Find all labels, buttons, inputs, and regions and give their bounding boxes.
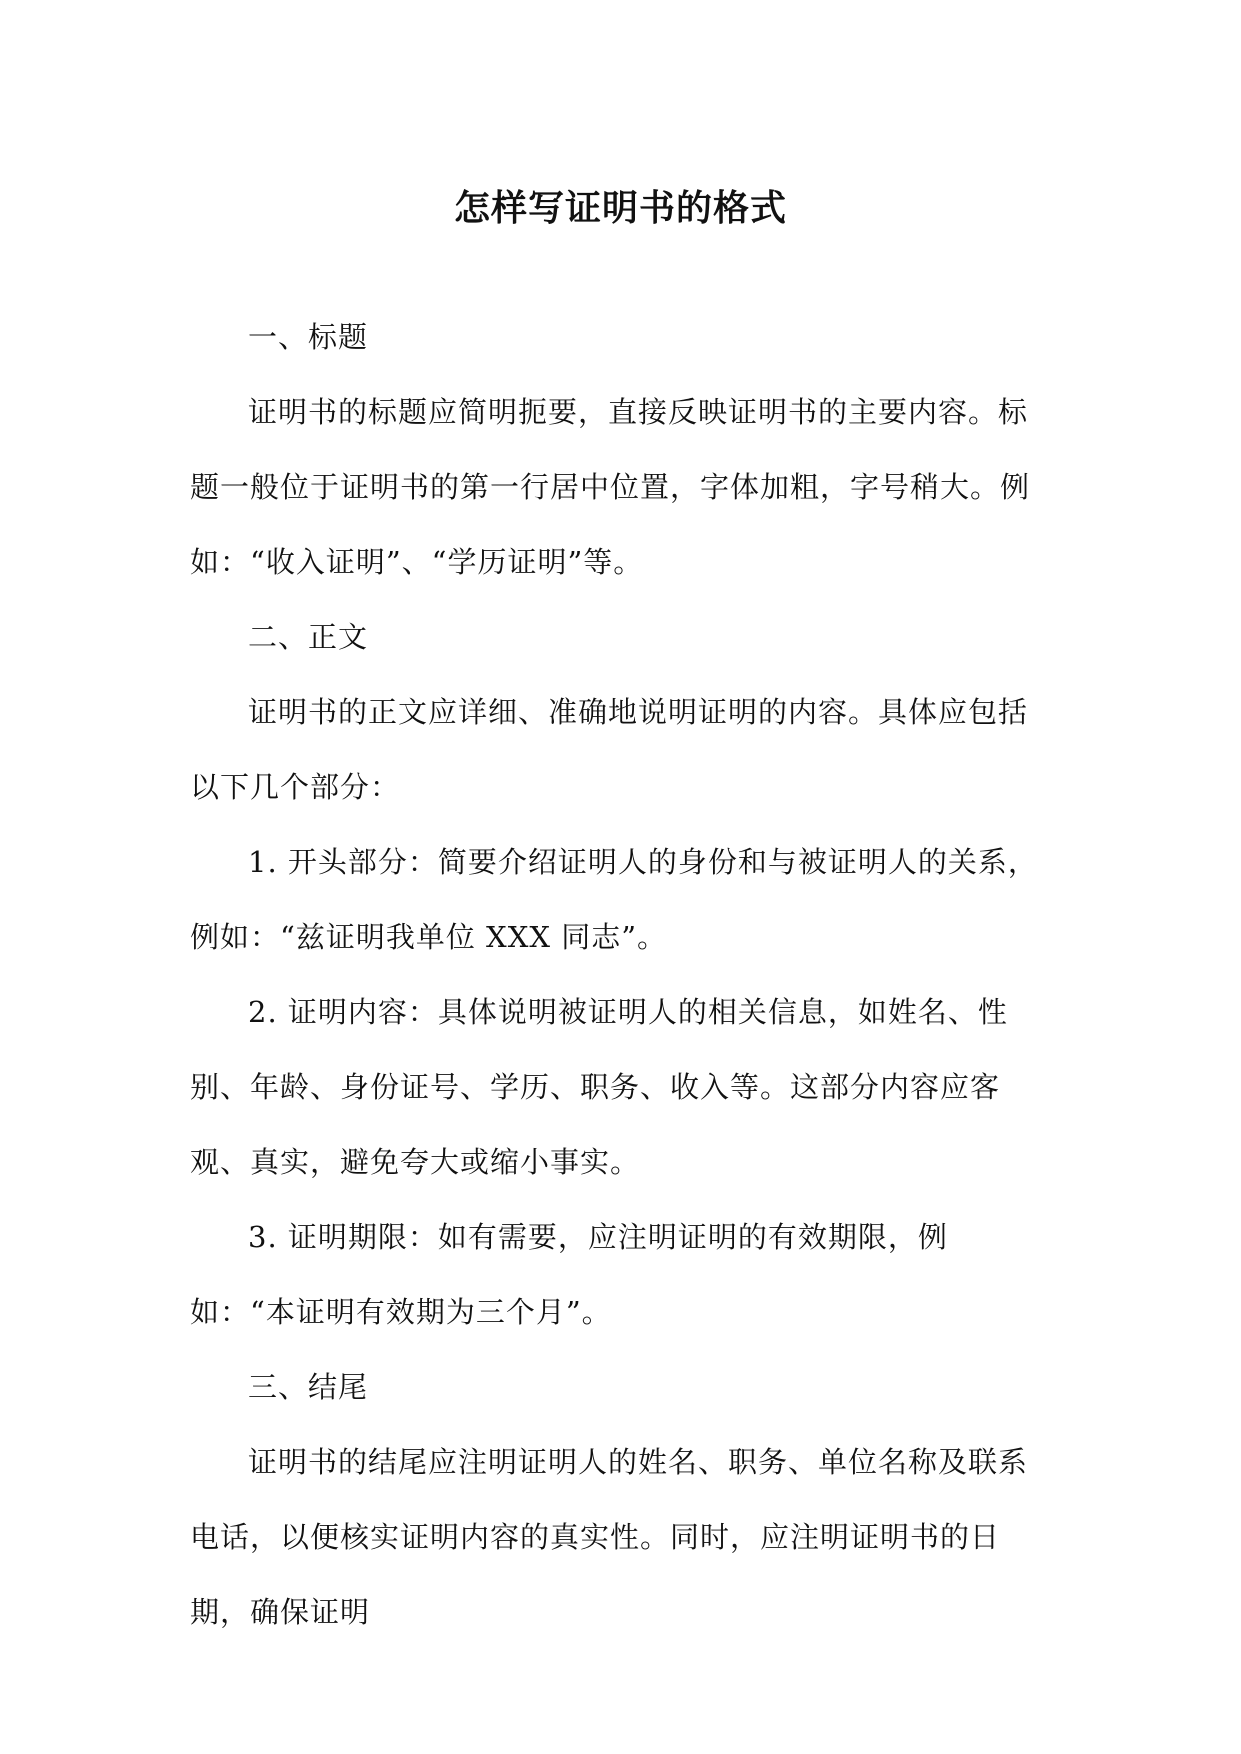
section-heading-body: 二、正文: [248, 620, 369, 654]
paragraph-ending-description: 证明书的结尾应注明证明人的姓名、职务、单位名称及联系电话，以便核实证明内容的真实性。同时，应注明证明书的日期，确保证明: [190, 1445, 1029, 1629]
paragraph-body-description: 证明书的正文应详细、准确地说明证明的内容。具体应包括以下几个部分：: [190, 695, 1029, 804]
paragraph-title-description: 证明书的标题应简明扼要，直接反映证明书的主要内容。标题一般位于证明书的第一行居中位置，字体加粗，字号稍大。例如：“收入证明”、“学历证明”等。: [190, 395, 1031, 579]
list-item-opening: 1. 开头部分：简要介绍证明人的身份和与被证明人的关系，例如：“兹证明我单位 XXX 同志”。: [190, 845, 1038, 954]
section-heading-title: 一、标题: [248, 320, 369, 354]
list-item-validity: 3. 证明期限：如有需要，应注明证明的有效期限，例如：“本证明有效期为三个月”。: [190, 1220, 948, 1329]
list-item-content: 2. 证明内容：具体说明被证明人的相关信息，如姓名、性别、年龄、身份证号、学历、职务、收入等。这部分内容应客观、真实，避免夸大或缩小事实。: [190, 995, 1008, 1179]
section-heading-ending: 三、结尾: [248, 1370, 369, 1404]
document-body: [190, 300, 1050, 1650]
document-title: 怎样写证明书的格式: [453, 187, 787, 229]
